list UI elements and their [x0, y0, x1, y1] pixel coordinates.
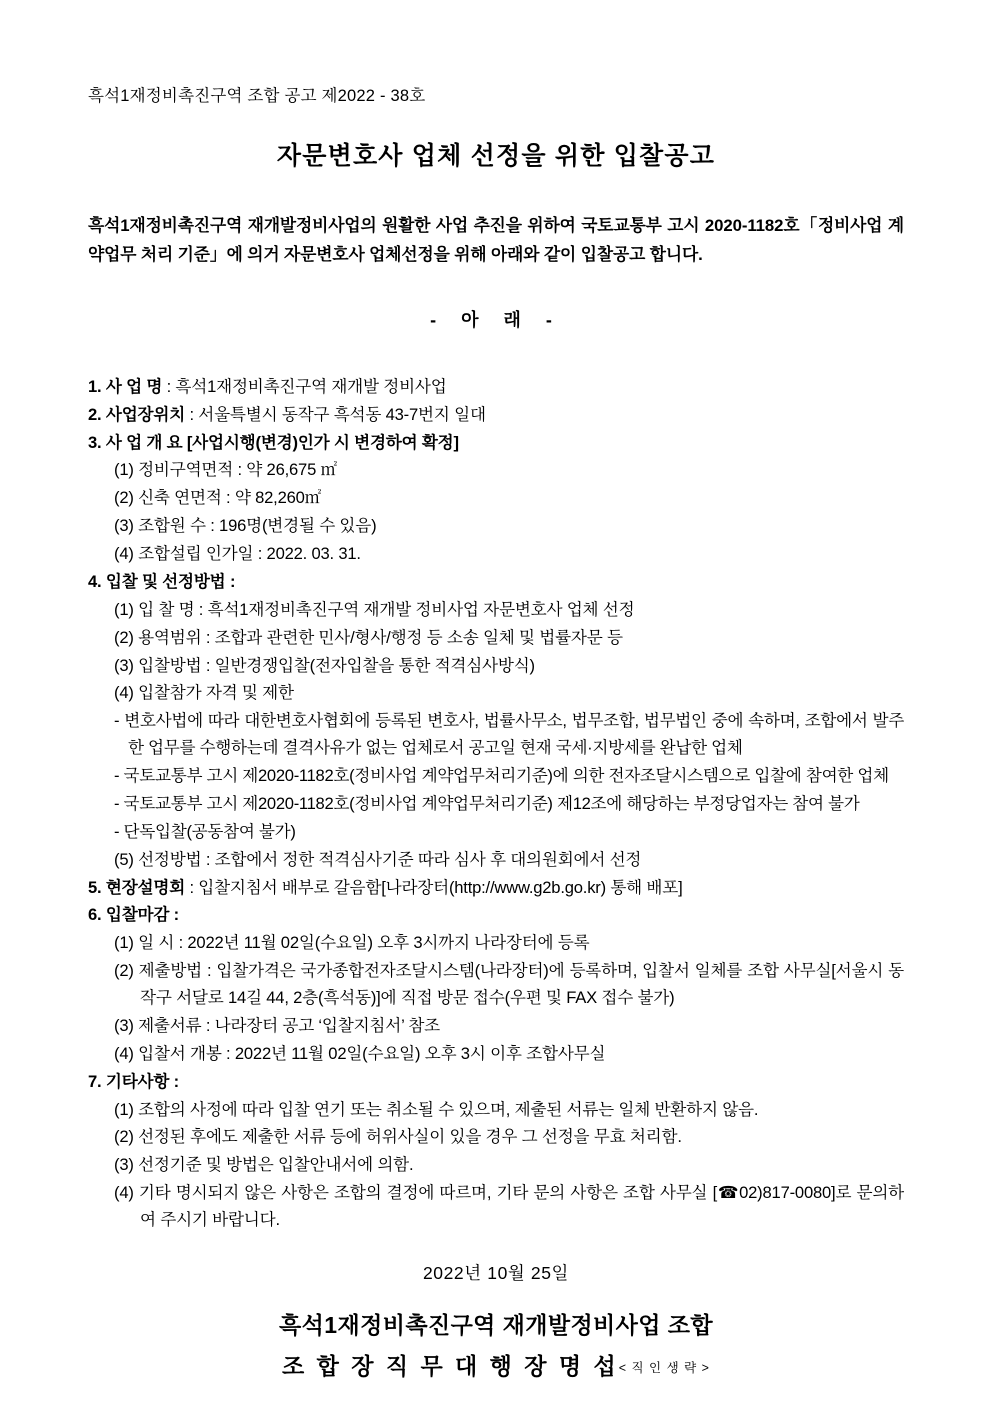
- section-2-value: : 서울특별시 동작구 흑석동 43-7번지 일대: [189, 404, 486, 424]
- section-3-value: [사업시행(변경)인가 시 변경하여 확정]: [186, 432, 459, 452]
- section-1-value: : 흑석1재정비촉진구역 재개발 정비사업: [166, 376, 447, 396]
- list-item: (3) 조합원 수 : 196명(변경될 수 있음): [114, 516, 377, 536]
- section-5: [88, 875, 904, 902]
- section-6-value: :: [173, 905, 179, 925]
- list-item: (1) 정비구역면적 : 약 26,675 ㎡: [114, 460, 337, 480]
- section-5-number: 5.: [88, 877, 102, 897]
- page-title: 자문변호사 업체 선정을 위한 입찰공고: [276, 142, 716, 170]
- section-2-number: 2.: [88, 404, 102, 424]
- list-item: (3) 제출서류 : 나라장터 공고 ‘입찰지침서’ 참조: [114, 1015, 441, 1035]
- list-item: (4) 입찰참가 자격 및 제한: [114, 683, 294, 703]
- list-item: (3) 입찰방법 : 일반경쟁입찰(전자입찰을 통한 적격심사방식): [114, 655, 535, 675]
- section-6: [88, 902, 904, 929]
- section-5-value: : 입찰지침서 배부로 갈음함[나라장터(http://www.g2b.go.kr) 통해 배포]: [189, 877, 683, 897]
- list-item: (2) 용역범위 : 조합과 관련한 민사/형사/행정 등 소송 일체 및 법률자문 등: [114, 627, 623, 647]
- section-7-number: 7.: [88, 1071, 102, 1091]
- section-7-label: 기타사항: [105, 1071, 170, 1091]
- intro-paragraph: 흑석1재정비촉진구역 재개발정비사업의 원활한 사업 추진을 위하여 국토교통부 고시 2020-1182호「정비사업 계약업무 처리 기준」에 의거 자문변호사 업체선정을 위해 아래와 같이 입찰공고 합니다.: [88, 216, 904, 264]
- list-item: - 국토교통부 고시 제2020-1182호(정비사업 계약업무처리기준)에 의한 전자조달시스템으로 입찰에 참여한 업체: [114, 766, 889, 786]
- section-1-label: 사 업 명: [105, 376, 163, 396]
- section-2-label: 사업장위치: [105, 404, 186, 424]
- section-1: [88, 374, 904, 401]
- section-5-label: 현장설명회: [105, 877, 186, 897]
- section-3-label: 사 업 개 요: [105, 432, 183, 452]
- list-item: (4) 기타 명시되지 않은 사항은 조합의 결정에 따르며, 기타 문의 사항은 조합 사무실 [☎02)817-0080]로 문의하여 주시기 바랍니다.: [114, 1183, 904, 1230]
- section-3-number: 3.: [88, 432, 102, 452]
- list-item: (1) 입 찰 명 : 흑석1재정비촉진구역 재개발 정비사업 자문변호사 업체 선정: [114, 599, 635, 619]
- list-item: - 국토교통부 고시 제2020-1182호(정비사업 계약업무처리기준) 제12조에 해당하는 부정당업자는 참여 불가: [114, 793, 860, 813]
- list-item: (1) 일 시 : 2022년 11월 02일(수요일) 오후 3시까지 나라장터에 등록: [114, 933, 590, 953]
- section-4-number: 4.: [88, 571, 102, 591]
- section-1-number: 1.: [88, 376, 102, 396]
- list-item: (1) 조합의 사정에 따라 입찰 연기 또는 취소될 수 있으며, 제출된 서류는 일체 반환하지 않음.: [114, 1099, 759, 1119]
- section-6-label: 입찰마감: [105, 905, 170, 925]
- section-3: [88, 430, 904, 457]
- representative-name: 조 합 장 직 무 대 행 장 명 섭: [282, 1352, 619, 1379]
- section-4-label: 입찰 및 선정방법: [105, 571, 226, 591]
- list-item: (4) 입찰서 개봉 : 2022년 11월 02일(수요일) 오후 3시 이후 조합사무실: [114, 1043, 606, 1063]
- section-4-value: :: [229, 571, 236, 591]
- section-4: [88, 569, 904, 596]
- section-2: [88, 402, 904, 429]
- section-7: [88, 1069, 904, 1096]
- list-item: (2) 신축 연면적 : 약 82,260㎡: [114, 488, 322, 508]
- list-item: - 단독입찰(공동참여 불가): [114, 821, 296, 841]
- list-item: - 변호사법에 따라 대한변호사협회에 등록된 변호사, 법률사무소, 법무조합, 법무법인 중에 속하며, 조합에서 발주한 업무를 수행하는데 결격사유가 없는 업체로서 공고일 현재 국세·지방세를 완납한 업체: [114, 711, 904, 758]
- section-7-value: :: [173, 1071, 179, 1091]
- representative-line: [88, 1348, 904, 1381]
- arae-marker: - 아 래 -: [430, 309, 562, 330]
- seal-omitted-note: < 직 인 생 략 >: [618, 1360, 710, 1375]
- document-number: 흑석1재정비촉진구역 조합 공고 제2022 - 38호: [88, 87, 426, 105]
- document-body: [88, 374, 904, 1234]
- organization-name: 흑석1재정비촉진구역 재개발정비사업 조합: [279, 1311, 713, 1338]
- document-date: 2022년 10월 25일: [422, 1262, 570, 1283]
- list-item: (2) 제출방법 : 입찰가격은 국가종합전자조달시스템(나라장터)에 등록하며, 입찰서 일체를 조합 사무실[서울시 동작구 서달로 14길 44, 2층(흑석동)]에 직접 방문 접수(우편 및 FAX 접수 불가): [114, 961, 904, 1008]
- section-6-number: 6.: [88, 905, 102, 925]
- list-item: (5) 선정방법 : 조합에서 정한 적격심사기준 따라 심사 후 대의원회에서 선정: [114, 849, 642, 869]
- list-item: (2) 선정된 후에도 제출한 서류 등에 허위사실이 있을 경우 그 선정을 무효 처리함.: [114, 1127, 682, 1147]
- list-item: (3) 선정기준 및 방법은 입찰안내서에 의함.: [114, 1155, 414, 1175]
- list-item: (4) 조합설립 인가일 : 2022. 03. 31.: [114, 544, 361, 564]
